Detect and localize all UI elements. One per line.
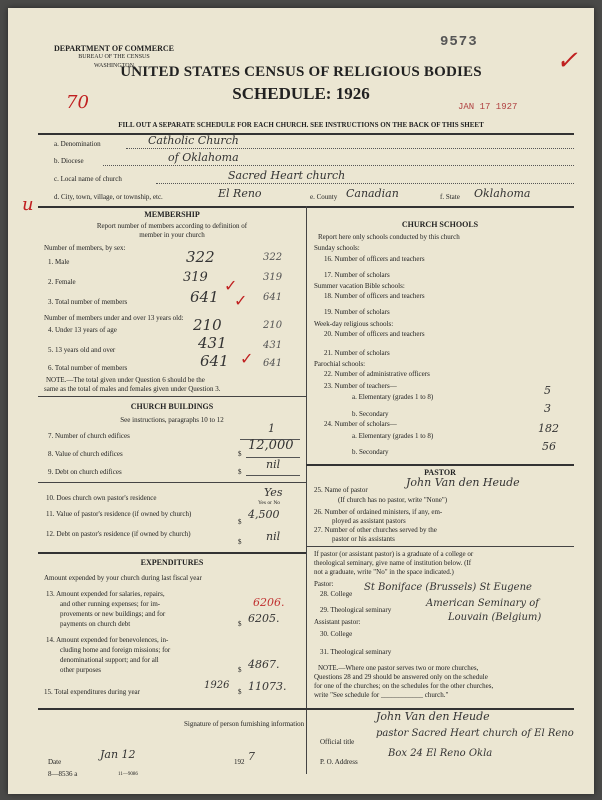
sunday-schools: Sunday schools:: [314, 244, 360, 252]
divider: [38, 708, 574, 710]
r23-label: 23. Number of teachers—: [324, 382, 397, 390]
r21-label: 21. Number of scholars: [324, 349, 390, 357]
q14-line-1: 14. Amount expended for benevolences, in-: [46, 636, 169, 644]
residence-debt-label: 12. Debt on pastor's residence (if owned by church): [46, 530, 191, 538]
denomination-label: a. Denomination: [54, 140, 101, 148]
pastor-sublabel: Pastor:: [314, 580, 334, 588]
r24a-label: a. Elementary (grades 1 to 8): [352, 432, 434, 440]
membership-note: NOTE.—The total given under Question 6 should be the: [46, 376, 205, 384]
pastor-note-2: Questions 28 and 29 should be answered only on the schedule: [314, 673, 488, 681]
r23a-label: a. Elementary (grades 1 to 8): [352, 393, 434, 401]
diocese-label: b. Diocese: [54, 157, 84, 165]
r24a-value: 182: [538, 422, 559, 435]
male-copy: 322: [263, 252, 283, 263]
r25-note: (If church has no pastor, write "None"): [338, 496, 448, 504]
q13-value: 6205.: [248, 612, 280, 625]
r19-label: 19. Number of scholars: [324, 308, 390, 316]
residence-debt-value: nil: [266, 530, 281, 543]
q15-value: 11073.: [248, 680, 287, 693]
q13-line-2: and other running expenses; for im-: [60, 600, 161, 608]
divider: [38, 396, 306, 397]
page-title: UNITED STATES CENSUS OF RELIGIOUS BODIES: [120, 64, 482, 80]
r28-value: St Boniface (Brussels) St Eugene: [364, 582, 532, 593]
expenditures-heading: EXPENDITURES: [140, 558, 204, 567]
weekday-schools: Week-day religious schools:: [314, 320, 394, 328]
divider: [306, 546, 574, 547]
graduate-instr-3: not a graduate, write "No" in the space indicated.): [314, 568, 454, 576]
po-address-label: P. O. Address: [320, 758, 358, 766]
total-members-age-label: 6. Total number of members: [48, 364, 128, 372]
total-members-age-copy: 641: [263, 358, 283, 369]
red-check-mark-icon: ✓: [240, 349, 254, 368]
r25-label: 25. Name of pastor: [314, 486, 368, 494]
signature-label: Signature of person furnishing information: [184, 720, 305, 728]
dollar-sign: $: [238, 538, 242, 546]
r24b-value: 56: [542, 440, 556, 453]
total-members-copy: 641: [263, 292, 283, 303]
red-number: 70: [66, 92, 89, 113]
under-13-label: 4. Under 13 years of age: [48, 326, 117, 334]
county-value: Canadian: [346, 187, 399, 200]
membership-heading: MEMBERSHIP: [144, 210, 200, 219]
q14-value: 4867.: [248, 658, 280, 671]
r22-label: 22. Number of administrative officers: [324, 370, 430, 378]
owns-residence-label: 10. Does church own pastor's residence: [46, 494, 157, 502]
date-label: Date: [48, 758, 62, 766]
bureau-city: WASHINGTON: [94, 63, 134, 69]
local-name-line: [156, 183, 574, 184]
r24b-label: b. Secondary: [352, 448, 389, 456]
edifices-value-label: 8. Value of church edifices: [48, 450, 123, 458]
r23b-label: b. Secondary: [352, 410, 389, 418]
total-members-label: 3. Total number of members: [48, 298, 128, 306]
residence-value: 4,500: [248, 508, 280, 521]
dollar-sign: $: [238, 688, 242, 696]
denomination-value: Catholic Church: [148, 134, 239, 147]
total-members-age-value: 641: [200, 352, 229, 370]
po-address-value: Box 24 El Reno Okla: [388, 748, 493, 759]
dollar-sign: $: [238, 666, 242, 674]
denomination-line: [126, 148, 574, 149]
edifices-debt-label: 9. Debt on church edifices: [48, 468, 122, 476]
dollar-sign: $: [238, 468, 242, 476]
local-name-label: c. Local name of church: [54, 175, 122, 183]
female-label: 2. Female: [48, 278, 76, 286]
date-year-hand: 7: [248, 750, 255, 763]
summer-schools: Summer vacation Bible schools:: [314, 282, 405, 290]
city-label: d. City, town, village, or township, etc.: [54, 193, 163, 201]
diocese-line: [103, 165, 574, 166]
over-13-copy: 431: [263, 340, 283, 351]
column-divider: [306, 476, 307, 774]
owns-residence-value: Yes: [264, 486, 283, 499]
membership-note-2: same as the total of males and females given under Question 3.: [44, 385, 221, 393]
official-title-label: Official title: [320, 738, 355, 746]
dollar-sign: $: [238, 450, 242, 458]
by-sex-label: Number of members, by sex:: [44, 244, 126, 252]
state-label: f. State: [440, 193, 460, 201]
pastor-note-3: for one of the churches; on the schedules for the other churches,: [314, 682, 494, 690]
r17-label: 17. Number of scholars: [324, 271, 390, 279]
divider: [38, 482, 306, 483]
r28-label: 28. College: [320, 590, 353, 598]
r29-value: American Seminary of: [426, 598, 539, 609]
female-value: 319: [183, 270, 208, 285]
print-code-2: 11—9086: [118, 772, 138, 777]
r31-label: 31. Theological seminary: [320, 648, 392, 656]
edifices-count-label: 7. Number of church edifices: [48, 432, 130, 440]
red-check-mark-icon: ✓: [224, 276, 238, 295]
city-value: El Reno: [218, 187, 262, 200]
q14-line-3: denominational support; and for all: [60, 656, 159, 664]
r26-label: 26. Number of ordained ministers, if any, em-: [314, 508, 443, 516]
buildings-heading: CHURCH BUILDINGS: [130, 402, 214, 411]
bureau-name: BUREAU OF THE CENSUS: [78, 54, 150, 60]
print-code: 8—8536 a: [48, 770, 78, 778]
r27-label: 27. Number of other churches served by the: [314, 526, 437, 534]
schools-heading: CHURCH SCHOOLS: [401, 220, 479, 229]
graduate-instr-2: theological seminary, give name of institution below. (If: [314, 559, 472, 567]
parochial-schools: Parochial schools:: [314, 360, 366, 368]
q13-line-3: provements or new buildings; and for: [60, 610, 166, 618]
buildings-sub: See instructions, paragraphs 10 to 12: [120, 416, 224, 424]
r26-label-2: ployed as assistant pastors: [332, 517, 406, 525]
county-label: e. County: [310, 193, 338, 201]
department-name: DEPARTMENT OF COMMERCE: [53, 44, 174, 53]
divider: [306, 464, 574, 466]
instruction-line: FILL OUT A SEPARATE SCHEDULE FOR EACH CHURCH. SEE INSTRUCTIONS ON THE BACK OF THIS SHEET: [118, 121, 484, 129]
r23a-value: 5: [544, 384, 551, 397]
column-divider: [306, 206, 307, 476]
local-name-value: Sacred Heart church: [228, 169, 346, 182]
r23b-value: 3: [544, 402, 551, 415]
r29-value-2: Louvain (Belgium): [448, 612, 542, 623]
residence-value-label: 11. Value of pastor's residence (if owned by church): [46, 510, 192, 518]
r30-label: 30. College: [320, 630, 353, 638]
date-year: 192: [234, 758, 245, 766]
r29-label: 29. Theological seminary: [320, 606, 392, 614]
state-value: Oklahoma: [474, 187, 531, 200]
r27-label-2: pastor or his assistants: [332, 535, 395, 543]
r24-label: 24. Number of scholars—: [324, 420, 397, 428]
age-intro: Number of members under and over 13 years old:: [44, 314, 184, 322]
schools-intro: Report here only schools conducted by this church: [318, 233, 460, 241]
male-label: 1. Male: [48, 258, 70, 266]
r16-label: 16. Number of officers and teachers: [324, 255, 425, 263]
membership-intro: Report number of members according to definition of: [96, 222, 248, 230]
yes-no-hint: Yes or No: [258, 500, 281, 506]
total-members-value: 641: [190, 288, 219, 306]
under-13-value: 210: [193, 316, 222, 334]
r18-label: 18. Number of officers and teachers: [324, 292, 425, 300]
margin-mark: u: [22, 194, 34, 215]
dollar-sign: $: [238, 620, 242, 628]
over-13-label: 5. 13 years old and over: [48, 346, 116, 354]
q13-line-1: 13. Amount expended for salaries, repairs,: [46, 590, 165, 598]
date-value: Jan 12: [100, 748, 136, 761]
female-copy: 319: [263, 272, 283, 283]
q14-line-2: cluding home and foreign missions; for: [60, 646, 171, 654]
q15-year: 1926: [204, 680, 230, 691]
edifices-debt-value: nil: [266, 458, 281, 471]
male-value: 322: [186, 248, 215, 266]
pastor-note: NOTE.—Where one pastor serves two or more churches,: [318, 664, 479, 672]
edifices-value: 12,000: [248, 438, 294, 453]
signature-value: John Van den Heude: [376, 710, 490, 723]
red-check-mark-icon: ✓: [556, 46, 578, 76]
pastor-heading: PASTOR: [424, 468, 456, 477]
graduate-instr: If pastor (or assistant pastor) is a graduate of a college or: [314, 550, 474, 558]
over-13-value: 431: [198, 334, 227, 352]
received-date-stamp: JAN 17 1927: [458, 102, 518, 112]
q13-value-red: 6206.: [253, 596, 285, 609]
edifices-count-value: 1: [268, 422, 275, 435]
q13-line-4: payments on church debt: [60, 620, 131, 628]
r20-label: 20. Number of officers and teachers: [324, 330, 425, 338]
assistant-sublabel: Assistant pastor:: [314, 618, 361, 626]
pastor-note-4: write "See schedule for ____________ church.": [314, 691, 449, 699]
membership-intro-2: member in your church: [139, 231, 205, 239]
diocese-value: of Oklahoma: [168, 151, 239, 164]
page-subtitle: SCHEDULE: 1926: [232, 84, 370, 103]
divider: [38, 133, 574, 135]
expenditures-sub: Amount expended by your church during last fiscal year: [44, 574, 202, 582]
dollar-sign: $: [238, 518, 242, 526]
census-form-page: [8, 8, 594, 794]
under-13-copy: 210: [263, 320, 283, 331]
form-number: 9573: [440, 34, 478, 50]
official-title-value: pastor Sacred Heart church of El Reno: [376, 728, 574, 739]
red-check-mark-icon: ✓: [234, 291, 248, 310]
q15-label: 15. Total expenditures during year: [44, 688, 140, 696]
q14-line-4: other purposes: [60, 666, 102, 674]
r25-value: John Van den Heude: [406, 476, 520, 489]
divider: [38, 552, 306, 554]
